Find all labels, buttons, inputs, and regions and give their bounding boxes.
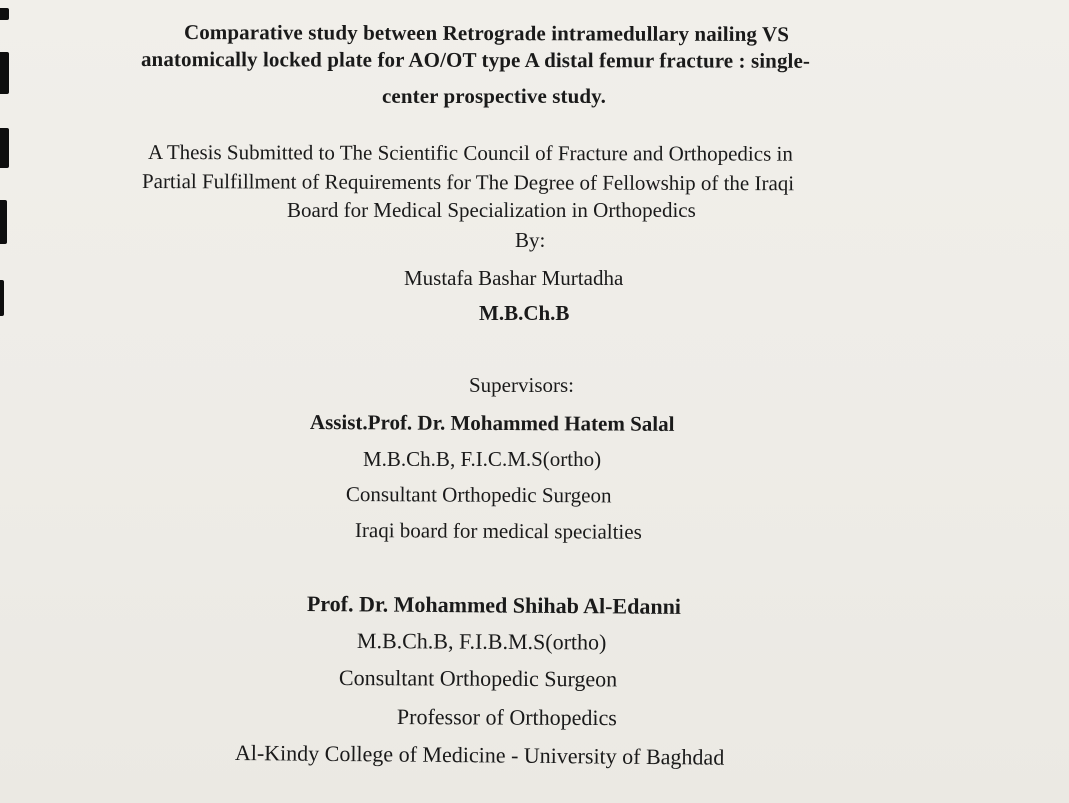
title-line-3: center prospective study. bbox=[382, 84, 606, 108]
by-label: By: bbox=[515, 228, 546, 252]
title-line-2: anatomically locked plate for AO/OT type A distal femur fracture : single- bbox=[140, 47, 811, 73]
supervisor-2-name: Prof. Dr. Mohammed Shihab Al-Edanni bbox=[306, 591, 682, 619]
supervisor-1-name: Assist.Prof. Dr. Mohammed Hatem Salal bbox=[309, 410, 675, 436]
supervisors-heading: Supervisors: bbox=[469, 373, 574, 397]
title-line-1: Comparative study between Retrograde intramedullary nailing VS bbox=[183, 20, 790, 47]
binding-mark bbox=[0, 52, 9, 94]
supervisor-2-affiliation: Al-Kindy College of Medicine - University of Baghdad bbox=[234, 740, 725, 770]
supervisor-2-qualifications: M.B.Ch.B, F.I.B.M.S(ortho) bbox=[356, 628, 607, 655]
supervisor-2-role: Consultant Orthopedic Surgeon bbox=[338, 665, 618, 692]
supervisor-2-position: Professor of Orthopedics bbox=[396, 704, 617, 731]
submission-line-2: Partial Fulfillment of Requirements for The Degree of Fellowship of the Iraqi bbox=[141, 169, 795, 196]
author-name: Mustafa Bashar Murtadha bbox=[404, 266, 624, 290]
submission-line-3: Board for Medical Specialization in Orthopedics bbox=[287, 198, 696, 222]
supervisor-1-qualifications: M.B.Ch.B, F.I.C.M.S(ortho) bbox=[363, 447, 602, 471]
binding-mark bbox=[0, 280, 4, 316]
supervisor-1-affiliation: Iraqi board for medical specialties bbox=[354, 518, 642, 544]
submission-line-1: A Thesis Submitted to The Scientific Council of Fracture and Orthopedics in bbox=[147, 140, 793, 166]
supervisor-1-role: Consultant Orthopedic Surgeon bbox=[345, 482, 612, 508]
binding-mark bbox=[0, 128, 9, 168]
binding-mark bbox=[0, 8, 9, 20]
binding-mark bbox=[0, 200, 7, 244]
author-degree: M.B.Ch.B bbox=[479, 301, 570, 325]
